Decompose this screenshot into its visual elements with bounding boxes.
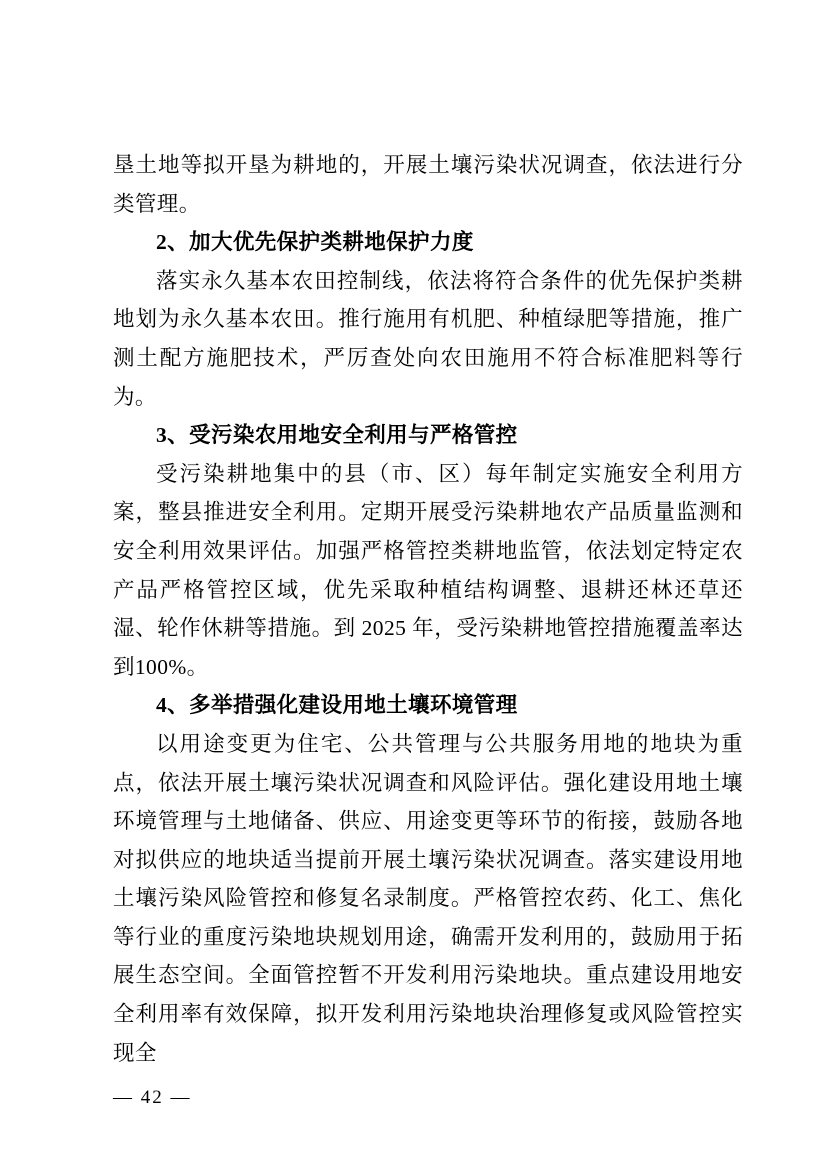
section-heading-2: 2、加大优先保护类耕地保护力度: [156, 230, 474, 255]
paragraph: 落实永久基本农田控制线，依法将符合条件的优先保护类耕地划为永久基本农田。推行施用有机肥、种植绿肥等措施，推广测土配方施肥技术，严厉查处向农田施用不符合标准肥料等行为。: [113, 268, 743, 409]
page-number: — 42 —: [113, 1087, 192, 1108]
section-heading-3: 3、受污染农用地安全利用与严格管控: [156, 423, 518, 448]
section-heading-4: 4、多举措强化建设用地土壤环境管理: [156, 693, 518, 718]
paragraph-continuation: 垦土地等拟开垦为耕地的，开展土壤污染状况调查，依法进行分类管理。: [113, 153, 743, 216]
paragraph: 以用途变更为住宅、公共管理与公共服务用地的地块为重点，依法开展土壤污染状况调查和风险评估。强化建设用地土壤环境管理与土地储备、供应、用途变更等环节的衔接，鼓励各地对拟供应的地块适当提前开展土壤污染状况调查。落实建设用地土壤污染风险管控和修复名录制度。严格管控农药、化工、焦化等行业的重度污染地块规划用途，确需开发利用的，鼓励用于拓展生态空间。全面管控暂不开发利用污染地块。重点建设用地安全利用率有效保障，拟开发利用污染地块治理修复或风险管控实现全: [113, 731, 743, 1065]
document-content: [113, 146, 743, 1072]
paragraph: 受污染耕地集中的县（市、区）每年制定实施安全利用方案，整县推进安全利用。定期开展受污染耕地农产品质量监测和安全利用效果评估。加强严格管控类耕地监管，依法划定特定农产品严格管控区域，优先采取种植结构调整、退耕还林还草还湿、轮作休耕等措施。到 2025 年，受污染耕地管控措施覆盖率达到100%。: [113, 461, 743, 679]
